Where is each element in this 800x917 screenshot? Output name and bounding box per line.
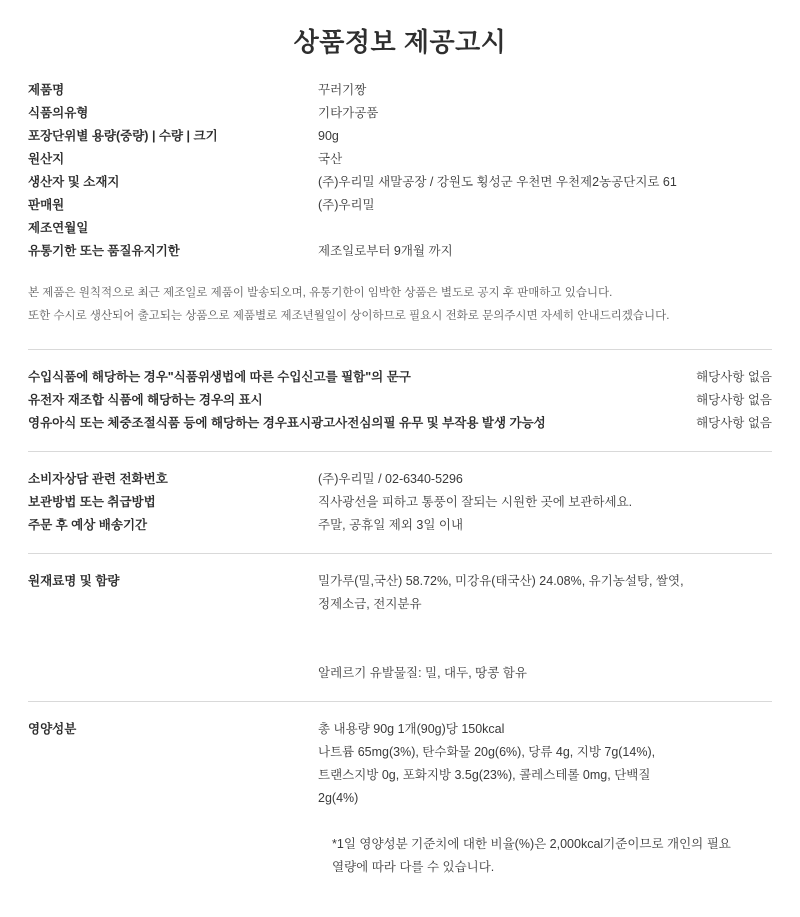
nutrition-values: [318, 718, 772, 879]
spacer: [0, 554, 800, 570]
spacer: [0, 452, 800, 468]
contact-label-0: 소비자상담 관련 전화번호: [28, 472, 168, 486]
basic-info-label-4: 생산자 및 소재지: [28, 175, 120, 189]
ingredients-line-1: 정제소금, 전지분유: [318, 597, 422, 611]
spacer-line: [318, 639, 772, 662]
page-title: 상품정보 제공고시: [293, 27, 507, 57]
basic-info-label-6: 제조연월일: [28, 221, 89, 235]
regulatory-label-1: 유전자 재조합 식품에 해당하는 경우의 표시: [28, 393, 263, 407]
contact-label-2: 주문 후 예상 배송기간: [28, 518, 148, 532]
regulatory-status-1: 해당사항 없음: [696, 393, 772, 407]
basic-info-label-0: 제품명: [28, 83, 65, 97]
basic-info-label-5: 판매원: [28, 198, 65, 212]
table-row: [28, 102, 772, 125]
nutrition-line-3: 2g(4%): [318, 791, 359, 805]
spacer: [0, 435, 800, 451]
basic-info-value-6: [318, 217, 772, 240]
ingredients-row: [28, 570, 772, 685]
table-row: [28, 148, 772, 171]
nutrition-footnote-0: *1일 영양성분 기준치에 대한 비율(%)은 2,000kcal기준이므로 개인의 필요: [332, 837, 731, 851]
table-row: [28, 79, 772, 102]
basic-info-value-7: 제조일로부터 9개월 까지: [318, 244, 453, 258]
ingredients-line-0: 밀가루(밀,국산) 58.72%, 미강유(태국산) 24.08%, 유기농설탕, 쌀엿,: [318, 574, 684, 588]
ingredients-values: [318, 570, 772, 685]
basic-info-label-1: 식품의유형: [28, 106, 89, 120]
nutrition-line-2: 트랜스지방 0g, 포화지방 3.5g(23%), 콜레스테롤 0mg, 단백질: [318, 768, 651, 782]
nutrition-row: [28, 718, 772, 879]
basic-info-value-0: 꾸러기짱: [318, 83, 367, 97]
regulatory-row: [28, 412, 772, 435]
nutrition-line-0: 총 내용량 90g 1개(90g)당 150kcal: [318, 722, 505, 736]
regulatory-label-0: 수입식품에 해당하는 경우"식품위생법에 따른 수입신고를 필함"의 문구: [28, 370, 411, 384]
spacer: [0, 329, 800, 349]
regulatory-section: [0, 366, 800, 435]
contact-value-2: 주말, 공휴일 제외 3일 이내: [318, 518, 464, 532]
basic-info-section: [0, 79, 800, 263]
basic-info-label-7: 유통기한 또는 품질유지기한: [28, 244, 180, 258]
basic-info-value-1: 기타가공품: [318, 106, 379, 120]
spacer-line: [318, 616, 772, 639]
note-line-0: 본 제품은 원칙적으로 최근 제조일로 제품이 발송되오며, 유통기한이 임박한 상품은 별도로 공지 후 판매하고 있습니다.: [28, 287, 613, 299]
regulatory-status-2: 해당사항 없음: [696, 416, 772, 430]
contact-value-0: (주)우리밀 / 02-6340-5296: [318, 472, 463, 486]
note-line-1: 또한 수시로 생산되어 출고되는 상품으로 제품별로 제조년월일이 상이하므로 필요시 전화로 문의주시면 자세히 안내드리겠습니다.: [28, 310, 670, 322]
nutrition-footnote-1: 열량에 따라 다를 수 있습니다.: [332, 860, 495, 874]
allergy-notice: 알레르기 유발물질: 밀, 대두, 땅콩 함유: [318, 666, 527, 680]
table-row: [28, 217, 772, 240]
basic-info-table: [28, 79, 772, 263]
contact-row: [28, 491, 772, 514]
nutrition-line-1: 나트륨 65mg(3%), 탄수화물 20g(6%), 당류 4g, 지방 7g(14%),: [318, 745, 656, 759]
spacer: [0, 685, 800, 701]
ingredients-section: [0, 570, 800, 685]
regulatory-label-2: 영유아식 또는 체중조절식품 등에 해당하는 경우표시광고사전심의필 유무 및 부작용 발생 가능성: [28, 416, 546, 430]
basic-info-value-2: 90g: [318, 129, 339, 143]
table-row: [28, 171, 772, 194]
regulatory-row: [28, 389, 772, 412]
contact-row: [28, 468, 772, 491]
spacer: [0, 537, 800, 553]
basic-info-value-4: (주)우리밀 새말공장 / 강원도 횡성군 우천면 우천제2농공단지로 61: [318, 175, 677, 189]
page-title-bar: [0, 0, 800, 79]
table-row: [28, 240, 772, 263]
nutrition-section: [0, 718, 800, 879]
basic-info-value-5: (주)우리밀: [318, 198, 375, 212]
spacer-line: [318, 810, 772, 833]
regulatory-row: [28, 366, 772, 389]
contact-row: [28, 514, 772, 537]
table-row: [28, 194, 772, 217]
regulatory-status-0: 해당사항 없음: [696, 370, 772, 384]
basic-info-label-3: 원산지: [28, 152, 65, 166]
contact-value-1: 직사광선을 피하고 통풍이 잘되는 시원한 곳에 보관하세요.: [318, 495, 633, 509]
contact-label-1: 보관방법 또는 취급방법: [28, 495, 156, 509]
spacer: [0, 263, 800, 283]
nutrition-label: 영양성분: [28, 722, 77, 736]
table-row: [28, 125, 772, 148]
basic-info-value-3: 국산: [318, 152, 343, 166]
notes-section: [0, 283, 800, 326]
ingredients-label: 원재료명 및 함량: [28, 574, 120, 588]
basic-info-label-2: 포장단위별 용량(중량) | 수량 | 크기: [28, 129, 218, 143]
spacer: [0, 350, 800, 366]
contact-section: [0, 468, 800, 537]
spacer: [0, 702, 800, 718]
